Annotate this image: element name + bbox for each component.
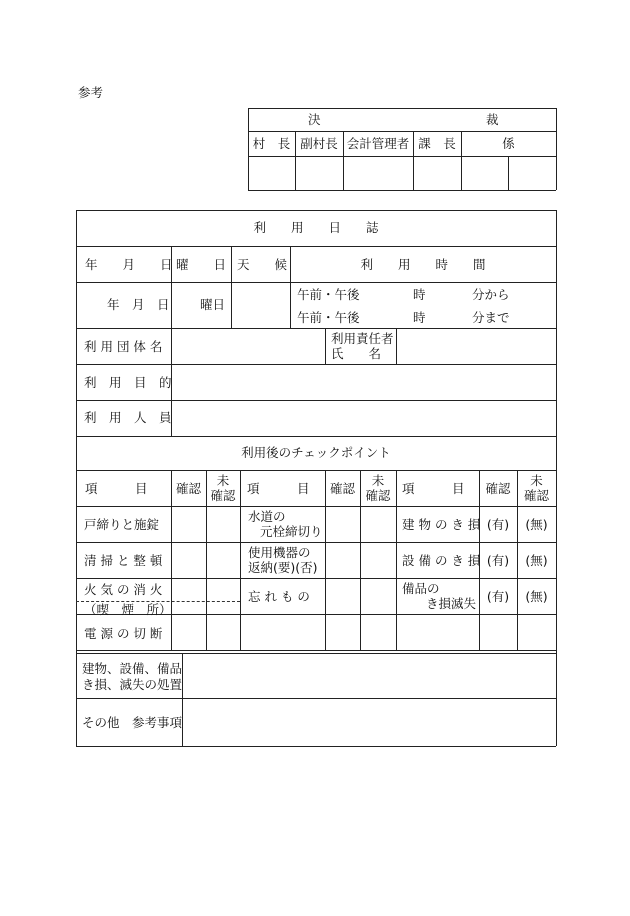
item-power-off: 電 源 の 切 断 (84, 626, 163, 641)
checkpoint-title: 利用後のチェックポイント (241, 445, 391, 460)
responsible-name-input[interactable] (397, 329, 555, 363)
stamp-box-section-chief[interactable] (414, 157, 460, 189)
stamp-box-staff-1[interactable] (462, 157, 508, 189)
role-section-chief: 課 長 (418, 136, 456, 151)
purpose-label: 利 用 目 的 (84, 375, 172, 390)
building-damage-yes[interactable]: (有) (486, 517, 510, 532)
forgotten-confirm-cell[interactable] (326, 579, 359, 613)
col-unconfirm-middle-2: 確認 (365, 488, 391, 503)
end-am-pm[interactable]: 午前・午後 (297, 310, 360, 325)
role-staff: 係 (502, 136, 515, 151)
item-water-1: 水道の (248, 509, 286, 524)
start-minute-from[interactable]: 分から (472, 287, 510, 302)
col-unconfirm-left-1: 未 (216, 473, 230, 488)
fire-unconfirm-cell[interactable] (207, 579, 239, 613)
col-item-right: 項 目 (402, 481, 465, 496)
locking-confirm-cell[interactable] (172, 507, 205, 541)
stamp-box-deputy-head[interactable] (296, 157, 342, 189)
col-item-middle: 項 目 (247, 481, 310, 496)
other-notes-input[interactable] (183, 699, 555, 745)
col-confirm-middle: 確認 (329, 481, 355, 496)
start-hour[interactable]: 時 (413, 287, 426, 302)
equipment-confirm-cell[interactable] (326, 543, 359, 577)
damage-handling-input[interactable] (183, 654, 555, 697)
responsible-label-1: 利用責任者 (331, 331, 394, 346)
weekday-header: 曜 日 (176, 257, 227, 272)
stamp-box-accountant[interactable] (344, 157, 412, 189)
fixture-damage-no[interactable]: (無) (525, 589, 548, 604)
item-fixture-2: き損滅失 (426, 596, 477, 611)
fixture-damage-yes[interactable]: (有) (486, 589, 510, 604)
time-header: 利 用 時 間 (360, 257, 486, 272)
col-confirm-right: 確認 (485, 481, 511, 496)
date-header: 年 月 日 (85, 257, 173, 272)
weekday-fill[interactable]: 曜日 (200, 297, 226, 312)
power-confirm-cell[interactable] (172, 615, 205, 649)
col-unconfirm-left-2: 確認 (210, 488, 236, 503)
weather-input[interactable] (232, 283, 289, 327)
item-fire-out: 火 気 の 消 火 (84, 582, 163, 597)
water-unconfirm-cell[interactable] (361, 507, 395, 541)
purpose-input[interactable] (172, 365, 555, 399)
start-am-pm[interactable]: 午前・午後 (297, 287, 360, 302)
end-hour[interactable]: 時 (413, 310, 426, 325)
locking-unconfirm-cell[interactable] (207, 507, 239, 541)
item-equipment-2: 返納(要)(否) (248, 560, 318, 575)
end-minute-to[interactable]: 分まで (472, 310, 510, 325)
role-deputy-head: 副村長 (300, 136, 338, 151)
item-water-2: 元栓締切り (260, 524, 323, 539)
date-fill[interactable]: 年 月 日 (107, 297, 170, 312)
stamp-box-staff-2[interactable] (509, 157, 555, 189)
item-cleaning: 清 掃 と 整 頓 (84, 553, 163, 568)
col-unconfirm-middle-1: 未 (371, 473, 385, 488)
forgotten-unconfirm-cell[interactable] (361, 579, 395, 613)
col-confirm-left: 確認 (175, 481, 201, 496)
log-title: 利 用 日 誌 (253, 220, 379, 235)
people-input[interactable] (172, 401, 555, 435)
building-damage-no[interactable]: (無) (525, 517, 548, 532)
damage-handling-label-1: 建物、設備、備品 (82, 661, 183, 676)
col-unconfirm-right-2: 確認 (523, 488, 549, 503)
role-village-head: 村 長 (252, 136, 291, 151)
responsible-label-2: 氏 名 (331, 346, 382, 361)
item-facility-damage: 設 備 の き 損 (402, 553, 481, 568)
damage-handling-label-2: き損、滅失の処置 (82, 677, 183, 692)
facility-damage-no[interactable]: (無) (525, 553, 548, 568)
fire-confirm-cell[interactable] (172, 579, 205, 613)
weather-header: 天 候 (237, 257, 288, 272)
approval-title-right: 裁 (486, 112, 499, 127)
group-name-input[interactable] (172, 329, 324, 363)
facility-damage-yes[interactable]: (有) (486, 553, 510, 568)
cleaning-unconfirm-cell[interactable] (207, 543, 239, 577)
power-unconfirm-cell[interactable] (207, 615, 239, 649)
item-forgotten: 忘 れ も の (248, 589, 310, 604)
item-smoking-area: （喫 煙 所） (84, 602, 172, 617)
item-locking: 戸締りと施錠 (84, 517, 160, 532)
cleaning-confirm-cell[interactable] (172, 543, 205, 577)
water-confirm-cell[interactable] (326, 507, 359, 541)
col-item-left: 項 目 (85, 481, 148, 496)
col-unconfirm-right-1: 未 (530, 473, 543, 488)
other-notes-label: その他 参考事項 (82, 715, 183, 730)
group-name-label: 利 用 団 体 名 (84, 339, 163, 354)
approval-title-left: 決 (308, 112, 321, 127)
equipment-unconfirm-cell[interactable] (361, 543, 395, 577)
item-fixture-1: 備品の (402, 581, 440, 596)
item-building-damage: 建 物 の き 損 (402, 517, 481, 532)
stamp-box-village-head[interactable] (249, 157, 294, 189)
people-label: 利 用 人 員 (84, 410, 172, 425)
reference-label: 参考 (78, 85, 104, 100)
item-equipment-1: 使用機器の (248, 545, 311, 560)
role-accountant: 会計管理者 (346, 136, 410, 151)
